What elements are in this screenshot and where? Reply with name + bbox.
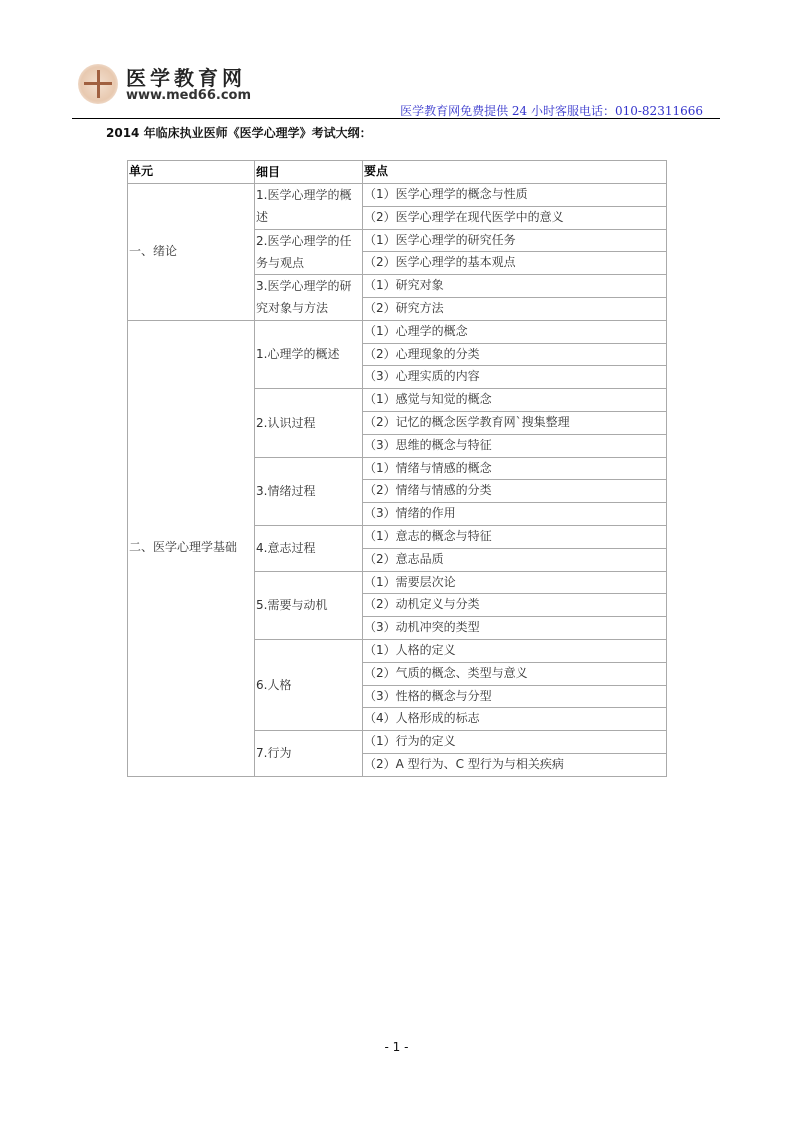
item-cell: 6.人格 — [255, 639, 363, 730]
point-cell: （2）意志品质 — [363, 548, 667, 571]
point-cell: （1）人格的定义 — [363, 639, 667, 662]
point-cell: （2）A 型行为、C 型行为与相关疾病 — [363, 753, 667, 776]
table-row — [128, 184, 667, 207]
item-cell: 5.需要与动机 — [255, 571, 363, 639]
item-cell: 2.认识过程 — [255, 389, 363, 457]
unit-cell: 一、绪论 — [128, 184, 255, 321]
point-cell: （2）医学心理学在现代医学中的意义 — [363, 206, 667, 229]
item-cell: 2.医学心理学的任务与观点 — [255, 229, 363, 275]
header-cell: 要点 — [363, 161, 667, 184]
logo-text: 医学教育网 — [126, 66, 246, 90]
point-cell: （2）医学心理学的基本观点 — [363, 252, 667, 275]
point-cell: （2）动机定义与分类 — [363, 594, 667, 617]
point-cell: （2）研究方法 — [363, 297, 667, 320]
item-cell: 3.医学心理学的研究对象与方法 — [255, 275, 363, 321]
item-cell: 3.情绪过程 — [255, 457, 363, 525]
table-header-row — [128, 161, 667, 184]
point-cell: （3）心理实质的内容 — [363, 366, 667, 389]
point-cell: （1）行为的定义 — [363, 731, 667, 754]
point-cell: （1）研究对象 — [363, 275, 667, 298]
point-cell: （4）人格形成的标志 — [363, 708, 667, 731]
point-cell: （1）需要层次论 — [363, 571, 667, 594]
point-cell: （1）心理学的概念 — [363, 320, 667, 343]
header-cell: 单元 — [128, 161, 255, 184]
table-row — [128, 320, 667, 343]
header-info: 医学教育网免费提供 24 小时客服电话：010-82311666 — [400, 104, 703, 118]
point-cell: （2）气质的概念、类型与意义 — [363, 662, 667, 685]
document-title: 2014 年临床执业医师《医学心理学》考试大纲： — [106, 126, 372, 140]
point-cell: （3）思维的概念与特征 — [363, 434, 667, 457]
point-cell: （2）心理现象的分类 — [363, 343, 667, 366]
point-cell: （3）情绪的作用 — [363, 503, 667, 526]
point-cell: （1）医学心理学的研究任务 — [363, 229, 667, 252]
point-cell: （3）性格的概念与分型 — [363, 685, 667, 708]
item-cell: 7.行为 — [255, 731, 363, 777]
point-cell: （1）情绪与情感的概念 — [363, 457, 667, 480]
logo — [76, 60, 252, 108]
point-cell: （1）意志的概念与特征 — [363, 525, 667, 548]
item-cell: 1.心理学的概述 — [255, 320, 363, 388]
header-cell: 细目 — [255, 161, 363, 184]
syllabus-table — [127, 160, 667, 777]
unit-cell: 二、医学心理学基础 — [128, 320, 255, 776]
logo-url: www.med66.com — [126, 88, 252, 103]
logo-cross-icon — [78, 64, 118, 104]
item-cell: 4.意志过程 — [255, 525, 363, 571]
item-cell: 1.医学心理学的概述 — [255, 184, 363, 230]
header-rule — [72, 118, 720, 119]
point-cell: （2）情绪与情感的分类 — [363, 480, 667, 503]
point-cell: （3）动机冲突的类型 — [363, 617, 667, 640]
point-cell: （1）感觉与知觉的概念 — [363, 389, 667, 412]
point-cell: （1）医学心理学的概念与性质 — [363, 184, 667, 207]
page-number: - 1 - — [384, 1040, 409, 1054]
point-cell: （2）记忆的概念医学教育网`搜集整理 — [363, 411, 667, 434]
